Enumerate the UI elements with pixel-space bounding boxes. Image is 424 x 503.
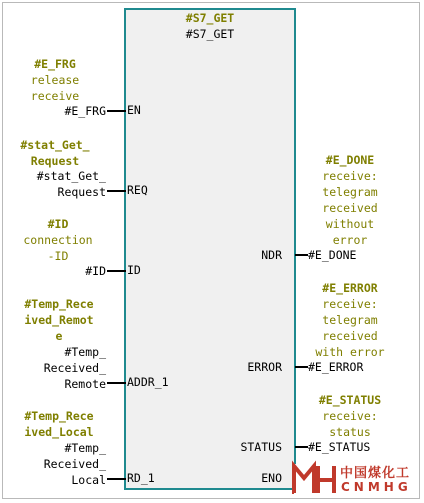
addr-actual-line-2[interactable]: Received_ (43, 361, 106, 375)
status-symbol: #E_STATUS (318, 393, 382, 407)
id-comment-line-2: -ID (47, 249, 69, 263)
req-symbol-line-1: #stat_Get_ (20, 138, 90, 152)
en-wire (107, 110, 126, 112)
watermark-en-text: CNMHG (341, 480, 412, 494)
ndr-symbol: #E_DONE (325, 153, 375, 167)
req-pin-label: REQ (127, 183, 148, 197)
error-comment-line-4: with error (315, 345, 385, 359)
block-type-name: #S7_GET (185, 27, 235, 41)
en-comment-line-1: release (30, 73, 80, 87)
req-wire (107, 190, 126, 192)
watermark-logo (290, 460, 422, 500)
rd-symbol-line-1: #Temp_Rece (24, 409, 94, 423)
addr-wire (107, 382, 126, 384)
req-actual-line-2[interactable]: Request (57, 185, 106, 199)
en-comment-line-2: receive (30, 89, 80, 103)
id-symbol: #ID (47, 217, 69, 231)
status-actual-parameter[interactable]: #E_STATUS (308, 440, 371, 454)
en-actual-parameter[interactable]: #E_FRG (64, 104, 106, 118)
status-comment-line-2: status (329, 425, 371, 439)
addr-symbol-line-3: e (55, 329, 63, 343)
ndr-wire (295, 254, 308, 256)
error-comment-line-3: received (322, 329, 378, 343)
ndr-comment-line-2: telegram (322, 185, 378, 199)
addr-actual-line-1[interactable]: #Temp_ (64, 345, 106, 359)
addr-pin-label: ADDR_1 (127, 375, 169, 389)
en-symbol: #E_FRG (34, 57, 76, 71)
status-pin-label: STATUS (240, 440, 282, 454)
id-comment-line-1: connection (23, 233, 93, 247)
en-pin-label: EN (127, 103, 141, 117)
error-symbol: #E_ERROR (322, 281, 378, 295)
req-actual-line-1[interactable]: #stat_Get_ (36, 169, 106, 183)
watermark-cn-text: 中国煤化工 (340, 466, 411, 481)
error-pin-label: ERROR (247, 360, 282, 374)
rd-pin-label: RD_1 (127, 471, 155, 485)
rd-symbol-line-2: ived_Local (24, 425, 94, 439)
error-comment-line-2: telegram (322, 313, 378, 327)
id-wire (107, 270, 126, 272)
ndr-actual-parameter[interactable]: #E_DONE (308, 248, 357, 262)
addr-actual-line-3[interactable]: Remote (64, 377, 106, 391)
ndr-comment-line-1: receive: (322, 169, 378, 183)
watermark-mark-icon (290, 460, 340, 500)
rd-wire (107, 478, 126, 480)
eno-pin-label: ENO (261, 471, 282, 485)
rd-actual-line-2[interactable]: Received_ (43, 457, 106, 471)
addr-symbol-line-2: ived_Remot (24, 313, 94, 327)
id-actual-parameter[interactable]: #ID (85, 264, 106, 278)
ndr-comment-line-3: received (322, 201, 378, 215)
error-wire (295, 366, 308, 368)
addr-symbol-line-1: #Temp_Rece (24, 297, 94, 311)
rd-actual-line-3[interactable]: Local (71, 473, 106, 487)
req-symbol-line-2: Request (30, 154, 80, 168)
ndr-pin-label: NDR (261, 248, 282, 262)
ndr-comment-line-5: error (332, 233, 368, 247)
rd-actual-line-1[interactable]: #Temp_ (64, 441, 106, 455)
ndr-comment-line-4: without (325, 217, 375, 231)
status-wire (295, 446, 308, 448)
block-instance-name: #S7_GET (185, 11, 235, 25)
id-pin-label: ID (127, 263, 141, 277)
error-comment-line-1: receive: (322, 297, 378, 311)
status-comment-line-1: receive: (322, 409, 378, 423)
error-actual-parameter[interactable]: #E_ERROR (308, 360, 364, 374)
